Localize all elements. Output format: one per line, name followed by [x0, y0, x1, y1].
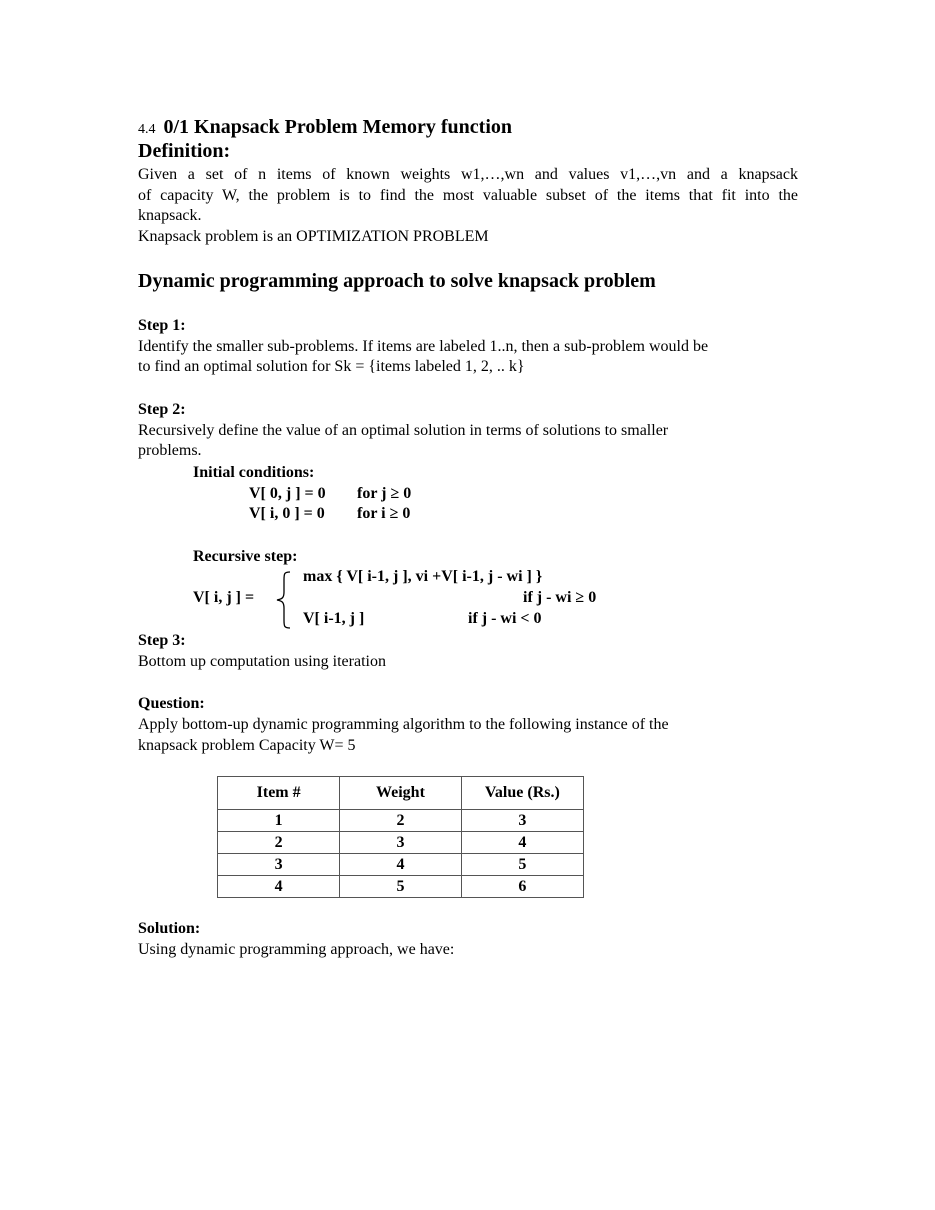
- solution-heading: Solution:: [138, 920, 201, 937]
- section-number: 4.4: [138, 122, 156, 137]
- items-table: [217, 776, 584, 898]
- step1-line-1: Identify the smaller sub-problems. If items are labeled 1..n, then a sub-problem would be: [138, 338, 709, 355]
- initial-conditions-heading: Initial conditions:: [193, 464, 315, 481]
- initial-condition-1-cond: for j ≥ 0: [357, 485, 412, 502]
- curly-brace-icon: [272, 570, 296, 630]
- table-cell: 3: [461, 810, 583, 832]
- table-row: [218, 832, 584, 854]
- table-cell: 6: [461, 876, 583, 898]
- table-cell: 5: [461, 854, 583, 876]
- definition-line-1: Given a set of n items of known weights w1,…,wn and values v1,…,vn and a knapsack: [138, 166, 798, 183]
- step2-line-1: Recursively define the value of an optimal solution in terms of solutions to smaller: [138, 422, 669, 439]
- initial-condition-1-expr: V[ 0, j ] = 0: [249, 485, 326, 502]
- table-cell: 4: [340, 854, 461, 876]
- section-title: [138, 116, 512, 139]
- step2-heading: Step 2:: [138, 401, 186, 418]
- table-cell: 3: [340, 832, 461, 854]
- question-line-2: knapsack problem Capacity W= 5: [138, 737, 356, 754]
- recursive-case-1: max { V[ i-1, j ], vi +V[ i-1, j - wi ] }: [303, 568, 543, 585]
- question-line-1: Apply bottom-up dynamic programming algorithm to the following instance of the: [138, 716, 669, 733]
- step3-heading: Step 3:: [138, 632, 186, 649]
- recursive-case-1-condition: if j - wi ≥ 0: [523, 589, 597, 606]
- table-cell: 4: [218, 876, 340, 898]
- recursive-case-2: V[ i-1, j ]: [303, 610, 365, 627]
- table-cell: 4: [461, 832, 583, 854]
- header-weight: Weight: [340, 777, 461, 810]
- solution-line-1: Using dynamic programming approach, we have:: [138, 941, 455, 958]
- step2-line-2: problems.: [138, 442, 202, 459]
- table-row: [218, 810, 584, 832]
- table-cell: 5: [340, 876, 461, 898]
- step3-line-1: Bottom up computation using iteration: [138, 653, 386, 670]
- definition-line-2: of capacity W, the problem is to find the most valuable subset of the items that fit into the: [138, 187, 798, 204]
- table-header-row: [218, 777, 584, 810]
- definition-line-3: knapsack.: [138, 207, 202, 224]
- recursive-step-heading: Recursive step:: [193, 548, 298, 565]
- table-cell: 3: [218, 854, 340, 876]
- question-heading: Question:: [138, 695, 205, 712]
- step1-line-2: to find an optimal solution for Sk = {items labeled 1, 2, .. k}: [138, 358, 525, 375]
- recursive-lhs: V[ i, j ] =: [193, 589, 255, 606]
- section-title-text: 0/1 Knapsack Problem Memory function: [163, 116, 513, 138]
- table-row: [218, 876, 584, 898]
- header-item: Item #: [218, 777, 340, 810]
- definition-line-4: Knapsack problem is an OPTIMIZATION PROBLEM: [138, 228, 489, 245]
- initial-condition-2-expr: V[ i, 0 ] = 0: [249, 505, 325, 522]
- initial-condition-2-cond: for i ≥ 0: [357, 505, 411, 522]
- dp-approach-heading: Dynamic programming approach to solve knapsack problem: [138, 270, 656, 292]
- step1-heading: Step 1:: [138, 317, 186, 334]
- table-row: [218, 854, 584, 876]
- table-cell: 2: [218, 832, 340, 854]
- table-cell: 1: [218, 810, 340, 832]
- definition-heading: Definition:: [138, 140, 231, 162]
- header-value: Value (Rs.): [461, 777, 583, 810]
- recursive-case-2-condition: if j - wi < 0: [468, 610, 542, 627]
- table-cell: 2: [340, 810, 461, 832]
